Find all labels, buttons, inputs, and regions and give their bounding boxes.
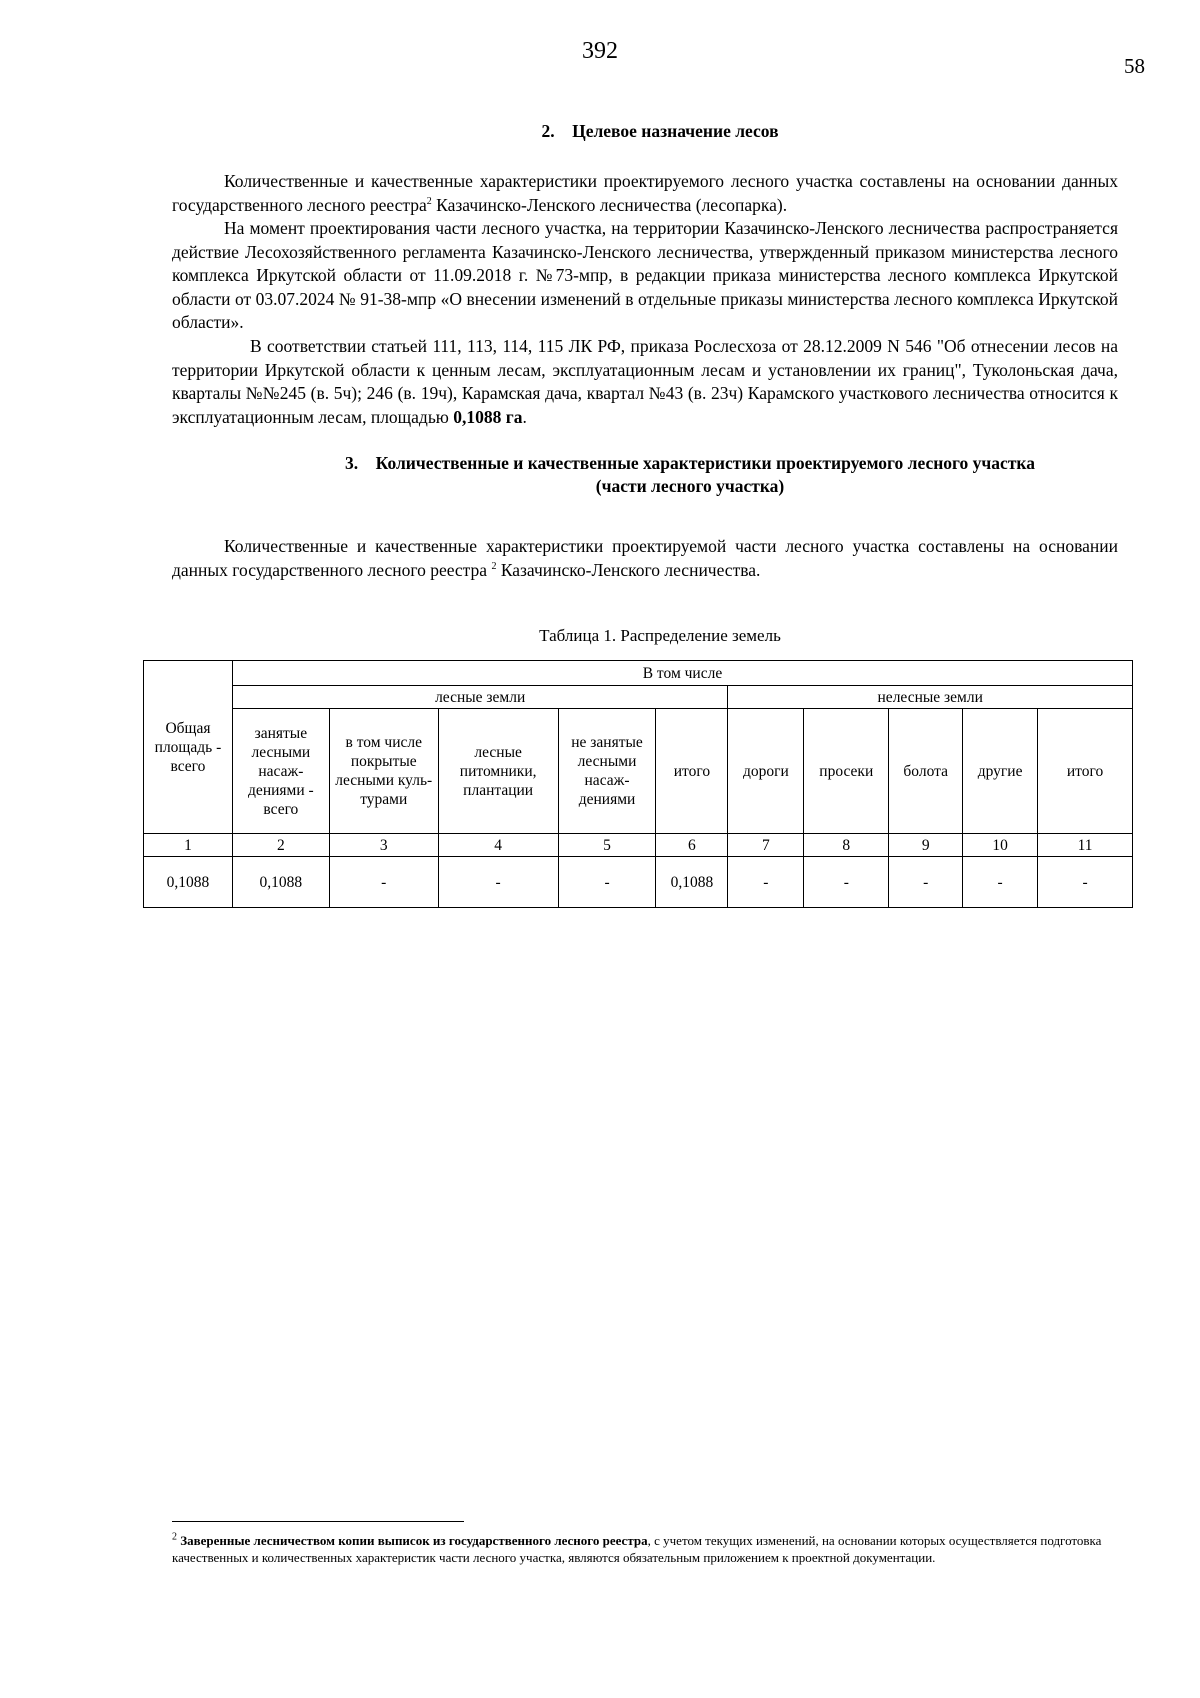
- section-2-paragraph-3: В соответствии статьей 111, 113, 114, 115 ЛК РФ, приказа Рослесхоза от 28.12.2009 N 546 "Об отнесении лесов на территории Иркутской области к ценным лесам, эксплуатационным лесам и установлении их границ", Туколоньская дача, кварталы №№245 (в. 5ч); 246 (в. 19ч), Карамская дача, квартал №43 (в. 23ч) Карамского участкового лесничества относится к эксплуатационным лесам, площадью 0,1088 га.: [172, 336, 1118, 427]
- footnote-marker: 2: [172, 1531, 177, 1543]
- table-cell: 0,1088: [232, 857, 329, 908]
- table-cell: -: [728, 857, 804, 908]
- table-cell: -: [1038, 857, 1133, 908]
- table-cell: 0,1088: [144, 857, 233, 908]
- footnote-separator: [172, 1521, 464, 1522]
- section-2-paragraph-2: На момент проектирования части лесного участка, на территории Казачинско-Ленского лесничества распространяется действие Лесохозяйственного регламента Казачинско-Ленского лесничества, утвержденный приказом министерства лесного комплекса Иркутской области от 11.09.2018 г. №73-мпр, в редакции приказа министерства лесного комплекса Иркутской области от 03.07.2024 № 91-38-мпр «О внесении изменений в отдельные приказы министерства лесного комплекса Иркутской области».: [172, 218, 1118, 332]
- footnote-ref: 2: [426, 195, 432, 207]
- column-header: другие: [963, 709, 1038, 834]
- header-forest-land: лесные земли: [232, 686, 727, 709]
- column-header: в том числе покрытые лесными куль-турами: [329, 709, 438, 834]
- column-number: 11: [1038, 834, 1133, 857]
- column-header: итого: [656, 709, 728, 834]
- area-value: 0,1088 га: [453, 406, 523, 427]
- header-nonforest-land: нелесные земли: [728, 686, 1133, 709]
- section-3-number: 3.: [345, 453, 359, 473]
- table-cell: -: [558, 857, 656, 908]
- table-cell: -: [963, 857, 1038, 908]
- section-2-number: 2.: [541, 121, 555, 141]
- section-3-paragraph-1: Количественные и качественные характеристики проектируемой части лесного участка составлены на основании данных государственного лесного реестра $^2$ Казачинско-Ленского лесничества.: [172, 536, 1118, 580]
- column-number: 1: [144, 834, 233, 857]
- column-header: болота: [889, 709, 963, 834]
- column-number: 10: [963, 834, 1038, 857]
- table-cell: 0,1088: [656, 857, 728, 908]
- column-number: 2: [232, 834, 329, 857]
- table-cell: -: [438, 857, 558, 908]
- column-number: 9: [889, 834, 963, 857]
- section-3-title-line-1: Количественные и качественные характеристики проектируемого лесного участка: [375, 453, 1035, 473]
- footnote-bold-text: Заверенные лесничеством копии выписок из государственного лесного реестра: [180, 1533, 648, 1548]
- table-header-row: [144, 661, 1133, 686]
- section-3-heading: [280, 452, 1100, 498]
- footnote: [172, 1532, 1102, 1566]
- column-number: 3: [329, 834, 438, 857]
- table-cell: -: [804, 857, 889, 908]
- table-header-row: [144, 709, 1133, 834]
- land-distribution-table: [143, 660, 1133, 908]
- section-2-title: Целевое назначение лесов: [572, 121, 779, 141]
- column-header: дороги: [728, 709, 804, 834]
- page-number-top: 392: [582, 38, 618, 64]
- column-header: итого: [1038, 709, 1133, 834]
- column-number: 4: [438, 834, 558, 857]
- column-number-row: [144, 834, 1133, 857]
- header-including: В том числе: [232, 661, 1132, 686]
- column-header: занятые лесными насаж-дениями - всего: [232, 709, 329, 834]
- column-header: просеки: [804, 709, 889, 834]
- table-row: [144, 857, 1133, 908]
- table-cell: -: [329, 857, 438, 908]
- section-3-title-line-2: (части лесного участка): [595, 476, 785, 496]
- table-caption: Таблица 1. Распределение земель: [539, 626, 781, 645]
- column-number: 5: [558, 834, 656, 857]
- column-header: не занятые лесными насаж-дениями: [558, 709, 656, 834]
- footnote-ref: 2: [491, 560, 497, 572]
- header-total-area: Общая площадь - всего: [144, 661, 233, 834]
- table-header-row: [144, 686, 1133, 709]
- section-2-heading: [0, 121, 1200, 142]
- column-number: 8: [804, 834, 889, 857]
- column-header: лесные питомники, плантации: [438, 709, 558, 834]
- footnote-text: , с учетом текущих изменений, на основании которых осуществляется подготовка качественных и количественных характеристик части лесного участка, являются обязательным приложением к проектной документации.: [172, 1533, 1102, 1565]
- page-number-corner: 58: [1124, 54, 1145, 78]
- column-number: 7: [728, 834, 804, 857]
- column-number: 6: [656, 834, 728, 857]
- table-cell: -: [889, 857, 963, 908]
- section-2-paragraph-1: Количественные и качественные характеристики проектируемого лесного участка составлены на основании данных государственного лесного реестра$^2$ Казачинско-Ленского лесничества (лесопарка).: [172, 171, 1118, 215]
